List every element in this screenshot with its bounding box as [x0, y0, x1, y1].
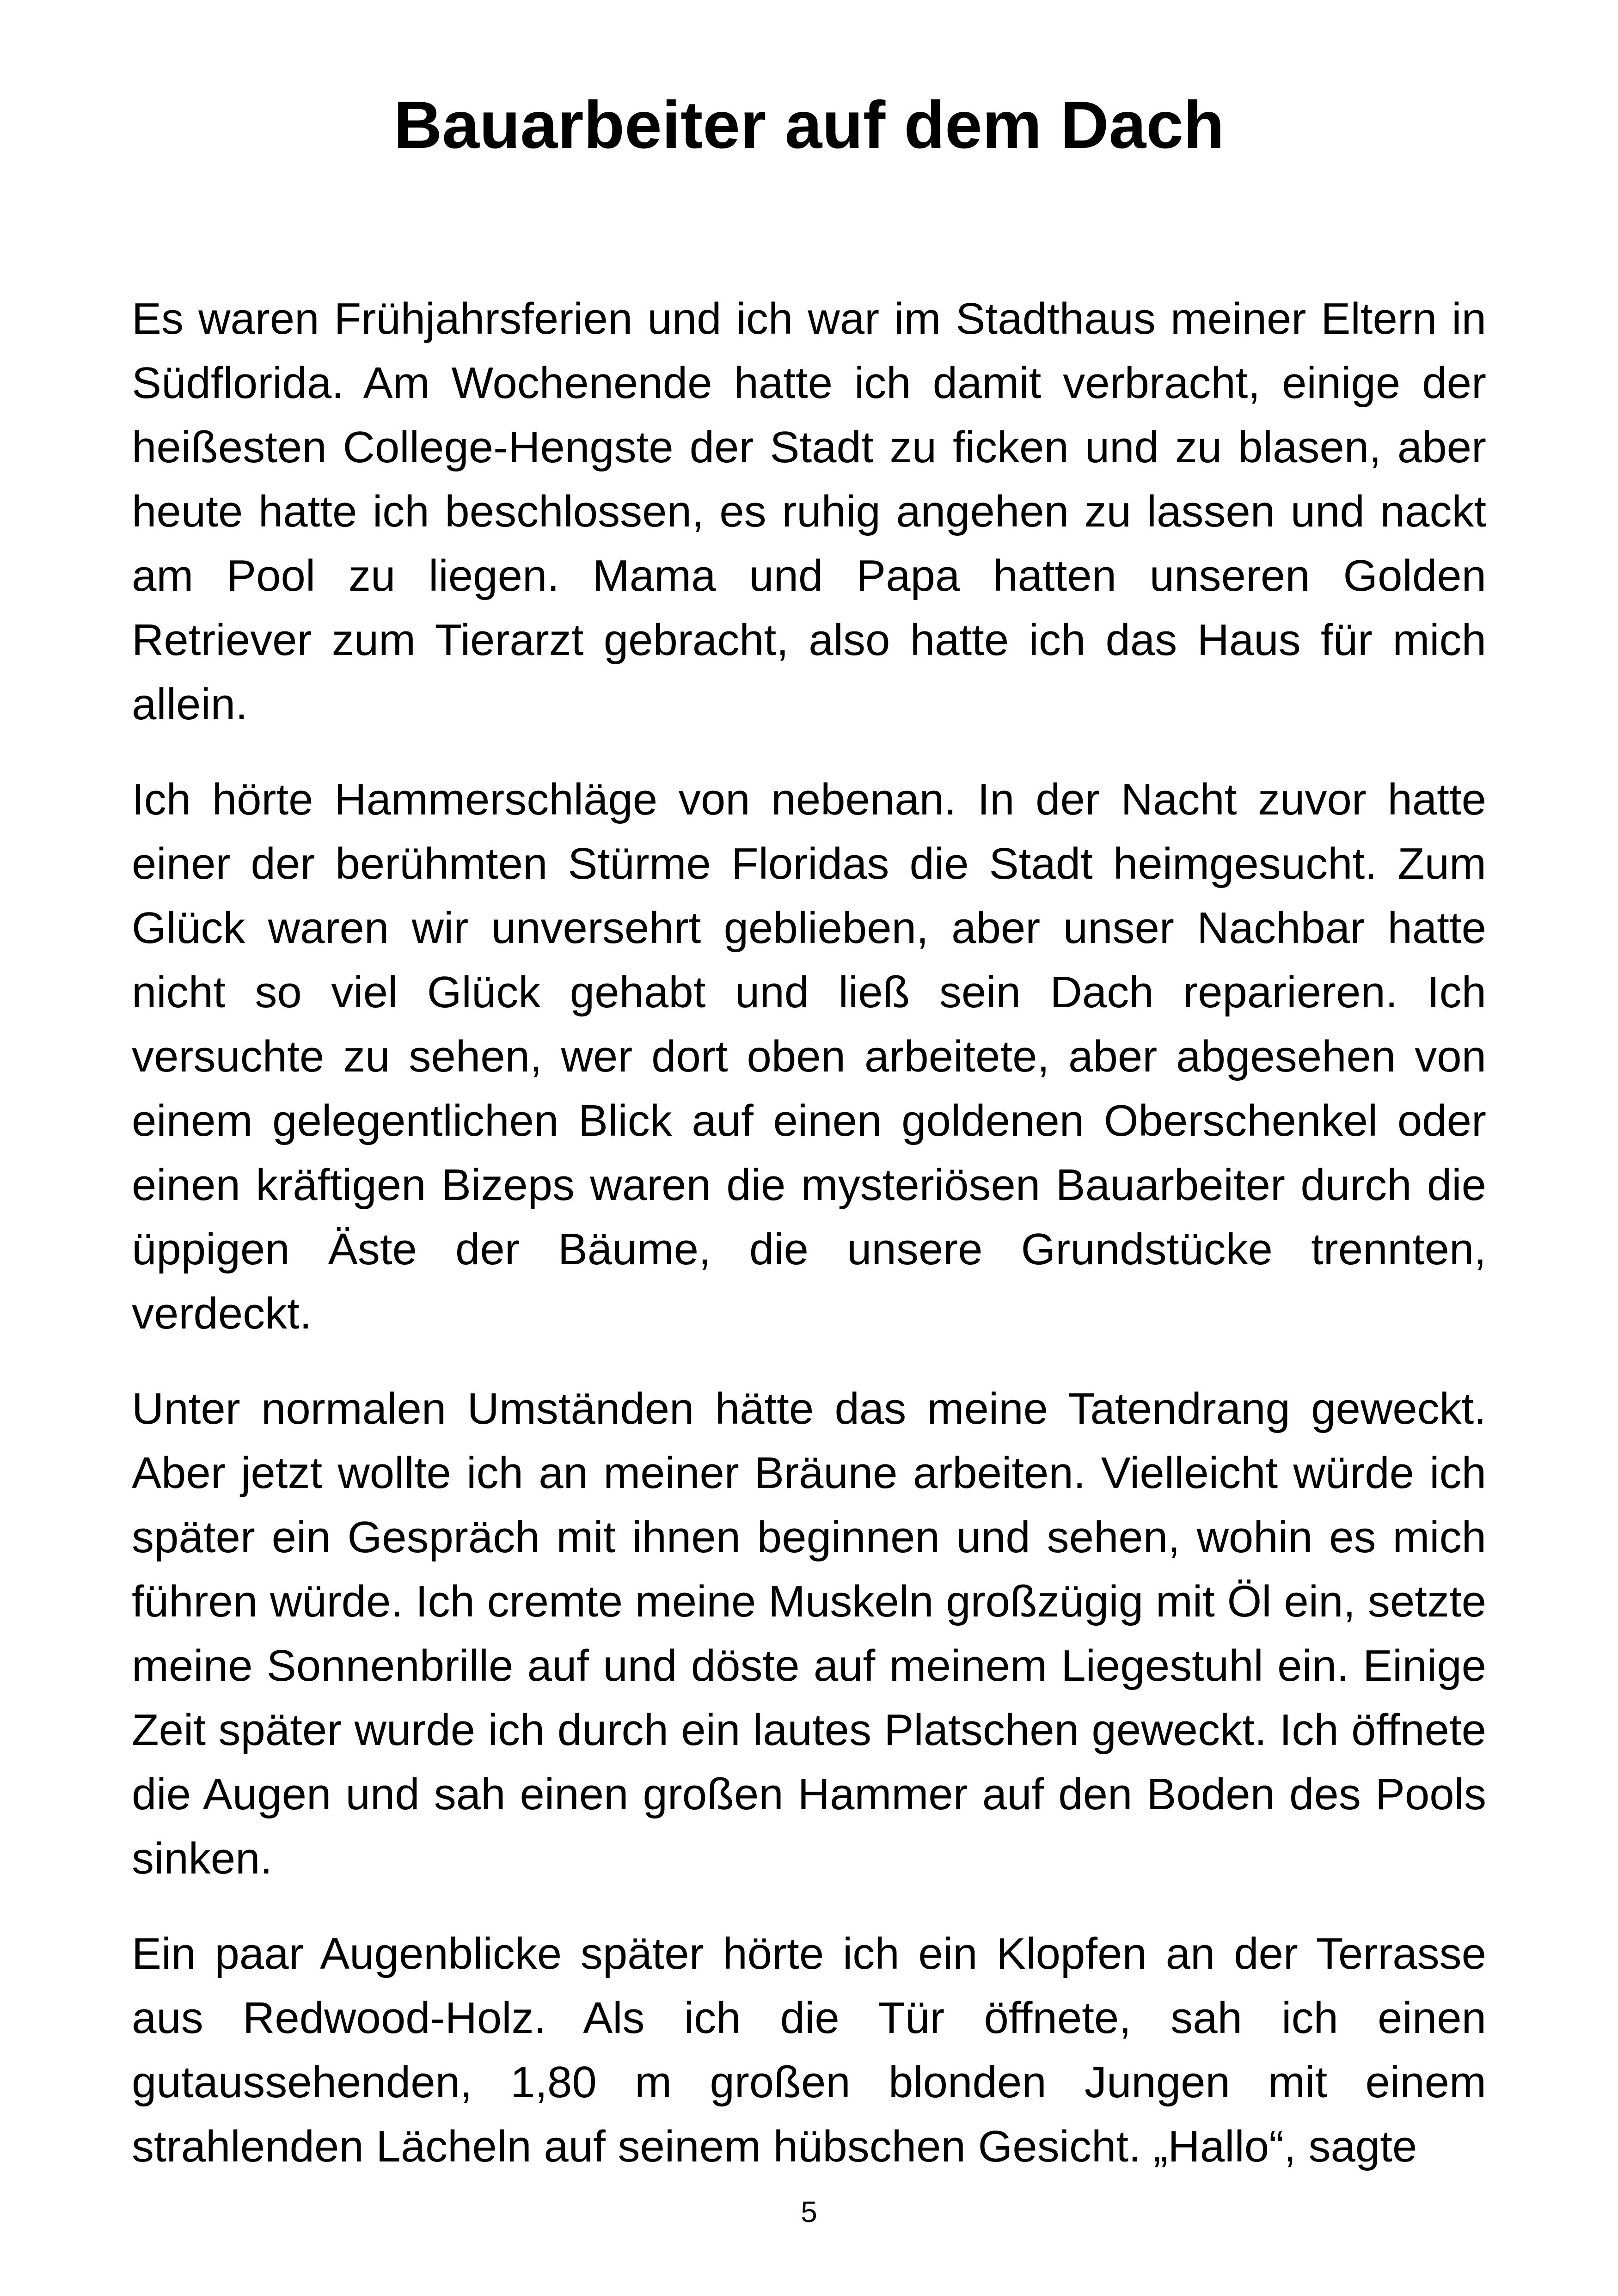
paragraph-4: Ein paar Augenblicke später hörte ich ein Klopfen an der Terrasse aus Redwood-Holz. Als ich die Tür öffnete, sah ich einen gutaussehenden, 1,80 m großen blonden Jungen mit einem strahlenden Lächeln auf seinem hübschen Gesicht. „Hallo“, sagte	[132, 1929, 1486, 2171]
paragraph-1: Es waren Frühjahrsferien und ich war im Stadthaus meiner Eltern in Südflorida. Am Wochenende hatte ich damit verbracht, einige der heißesten College-Hengste der Stadt zu ficken und zu blasen, aber heute hatte ich beschlossen, es ruhig angehen zu lassen und nackt am Pool zu liegen. Mama und Papa hatten unseren Golden Retriever zum Tierarzt gebracht, also hatte ich das Haus für mich allein.	[132, 294, 1486, 729]
paragraph-3: Unter normalen Umständen hätte das meine Tatendrang geweckt. Aber jetzt wollte ich an meiner Bräune arbeiten. Vielleicht würde ich später ein Gespräch mit ihnen beginnen und sehen, wohin es mich führen würde. Ich cremte meine Muskeln großzügig mit Öl ein, setzte meine Sonnenbrille auf und döste auf meinem Liegestuhl ein. Einige Zeit später wurde ich durch ein lautes Platschen geweckt. Ich öffnete die Augen und sah einen großen Hammer auf den Boden des Pools sinken.	[132, 1384, 1486, 1883]
page-number: 5	[801, 2195, 817, 2229]
paragraph-2: Ich hörte Hammerschläge von nebenan. In der Nacht zuvor hatte einer der berühmten Stürme Floridas die Stadt heimgesucht. Zum Glück waren wir unversehrt geblieben, aber unser Nachbar hatte nicht so viel Glück gehabt und ließ sein Dach reparieren. Ich versuchte zu sehen, wer dort oben arbeitete, aber abgesehen von einem gelegentlichen Blick auf einen goldenen Oberschenkel oder einen kräftigen Bizeps waren die mysteriösen Bauarbeiter durch die üppigen Äste der Bäume, die unsere Grundstücke trennten, verdeckt.	[132, 775, 1486, 1338]
body-text	[132, 287, 1486, 2210]
page-title: Bauarbeiter auf dem Dach	[393, 87, 1225, 162]
